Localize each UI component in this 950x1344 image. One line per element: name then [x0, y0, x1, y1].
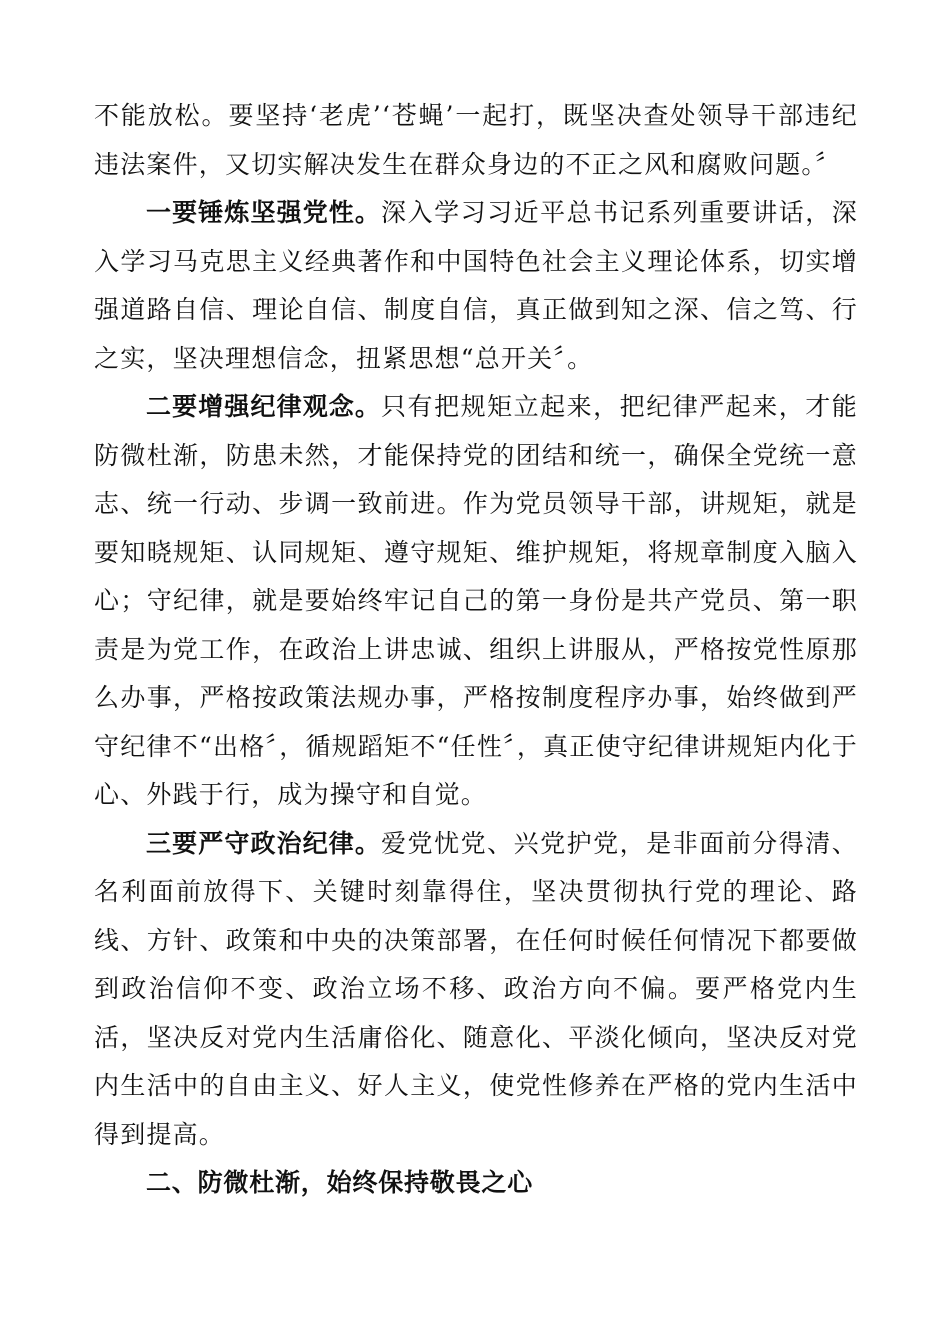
section-lead-1: 一要锤炼坚强党性。 — [146, 198, 382, 227]
section-heading: 二、防微杜渐，始终保持敬畏之心 — [146, 1168, 534, 1197]
section-paragraph-3 — [94, 820, 858, 1160]
section-body-1: 深入学习习近平总书记系列重要讲话，深入学习马克思主义经典著作和中国特色社会主义理论体系，切实增强道路自信、理论自信、制度自信，真正做到知之深、信之笃、行之实，坚决理想信念，扭紧思想“总开关〞。 — [94, 198, 859, 373]
section-lead-2: 二要增强纪律观念。 — [146, 392, 382, 421]
section-lead-3: 三要严守政治纪律。 — [146, 828, 382, 858]
section-paragraph-2 — [94, 383, 858, 820]
section-body-2: 只有把规矩立起来，把纪律严起来，才能防微杜渐，防患未然，才能保持党的团结和统一，确保全党统一意志、统一行动、步调一致前进。作为党员领导干部，讲规矩，就是要知晓规矩、认同规矩、遵守规矩、维护规矩，将规章制度入脑入心；守纪律，就是要始终牢记自己的第一身份是共产党员、第一职责是为党工作，在政治上讲忠诚、组织上讲服从，严格按党性原那么办事，严格按政策法规办事，严格按制度程序办事，始终做到严守纪律不“出格〞，循规蹈矩不“任性〞，真正使守纪律讲规矩内化于心、外践于行，成为操守和自觉。 — [94, 392, 859, 809]
document-body — [94, 92, 858, 1208]
intro-paragraph: 不能放松。要坚持‘老虎’‘苍蝇’一起打，既坚决查处领导干部违纪违法案件，又切实解决发生在群众身边的不正之风和腐败问题。〞 — [94, 101, 858, 179]
section-paragraph-1 — [94, 189, 858, 383]
section-body-3: 爱党忧党、兴党护党，是非面前分得清、名利面前放得下、关键时刻靠得住，坚决贯彻执行党的理论、路线、方针、政策和中央的决策部署，在任何时候任何情况下都要做到政治信仰不变、政治立场不移、政治方向不偏。要严格党内生活，坚决反对党内生活庸俗化、随意化、平淡化倾向，坚决反对党内生活中的自由主义、好人主义，使党性修养在严格的党内生活中得到提高。 — [94, 828, 859, 1149]
